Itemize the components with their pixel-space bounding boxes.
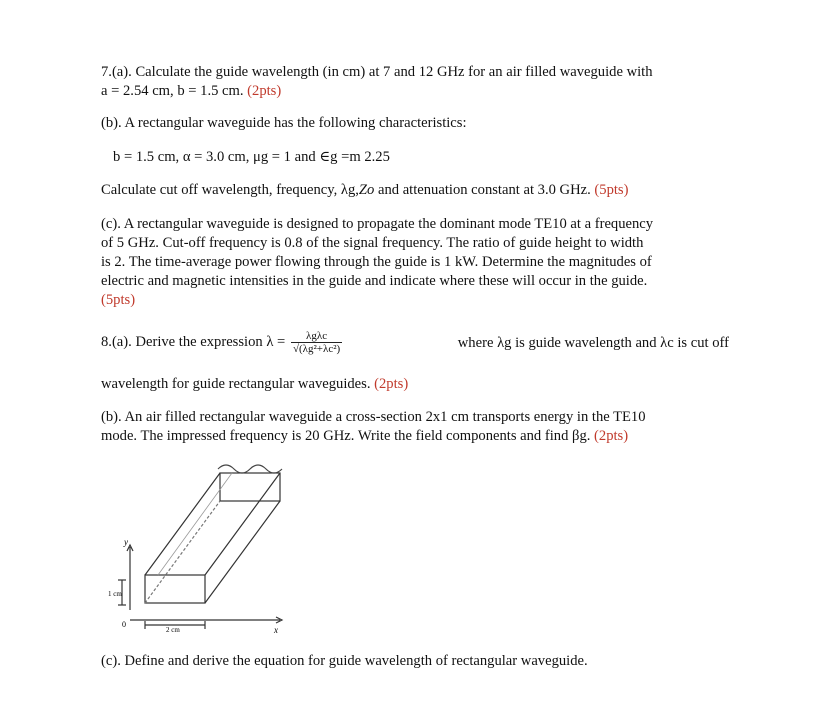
wave-curve	[218, 465, 282, 473]
x-axis-label: x	[274, 625, 278, 635]
q7c-line-4: electric and magnetic intensities in the guide and indicate where these will occur in the guide.	[101, 273, 648, 289]
q7c-points: (5pts)	[101, 292, 136, 308]
q8a-fraction	[291, 330, 342, 355]
q8a-expression-label: 8.(a). Derive the expression λ =	[101, 333, 286, 350]
q8b-points: (2pts)	[594, 428, 629, 444]
q8a-line-2	[101, 375, 408, 393]
waveguide-front-face	[145, 575, 205, 603]
waveguide-figure	[100, 455, 310, 635]
fraction-denominator: √(λg²+λc²)	[292, 343, 341, 355]
q7b-intro: (b). A rectangular waveguide has the following characteristics:	[101, 115, 467, 131]
q7c-line-2: of 5 GHz. Cut-off frequency is 0.8 of the signal frequency. The ratio of guide height to width	[101, 235, 644, 251]
q8a-text: wavelength for guide rectangular waveguides.	[101, 376, 371, 392]
q7b-task	[101, 181, 628, 199]
q7c-line-3: is 2. The time-average power flowing through the guide is 1 kW. Determine the magnitudes of	[101, 254, 652, 270]
q8a-intro	[101, 330, 344, 355]
q7b-task-text: Calculate cut off wavelength, frequency, λg,	[101, 182, 359, 198]
q7b-zo: Zo	[358, 182, 375, 198]
q7b-params: b = 1.5 cm, α = 3.0 cm, μg = 1 and ∈g =m 2.25	[113, 149, 390, 165]
y-axis-label: y	[124, 537, 128, 547]
width-label: 2 cm	[166, 626, 180, 634]
q8a-where-clause: where λg is guide wavelength and λc is cut off	[457, 334, 729, 351]
q8b-text: mode. The impressed frequency is 20 GHz. Write the field components and find βg.	[101, 428, 591, 444]
q7a-params: a = 2.54 cm, b = 1.5 cm.	[101, 83, 244, 99]
q8b-line-1: (b). An air filled rectangular waveguide a cross-section 2x1 cm transports energy in the TE10	[101, 409, 646, 425]
q8c-line-1: (c). Define and derive the equation for guide wavelength of rectangular waveguide.	[101, 653, 588, 669]
origin-label: 0	[122, 620, 126, 629]
q7a-points: (2pts)	[247, 83, 282, 99]
height-label: 1 cm	[108, 590, 122, 598]
q7b-points: (5pts)	[594, 182, 629, 198]
q7a-line-1: 7.(a). Calculate the guide wavelength (in cm) at 7 and 12 GHz for an air filled waveguide with	[101, 64, 653, 80]
q7c-line-1: (c). A rectangular waveguide is designed to propagate the dominant mode TE10 at a frequency	[101, 216, 654, 232]
q8a-line-1	[101, 330, 729, 355]
q7b-task-rest: and attenuation constant at 3.0 GHz.	[374, 182, 591, 198]
q8b-line-2	[101, 427, 628, 445]
q8a-points: (2pts)	[374, 376, 409, 392]
fraction-numerator: λgλc	[291, 330, 342, 343]
q7a-line-2	[101, 82, 281, 100]
